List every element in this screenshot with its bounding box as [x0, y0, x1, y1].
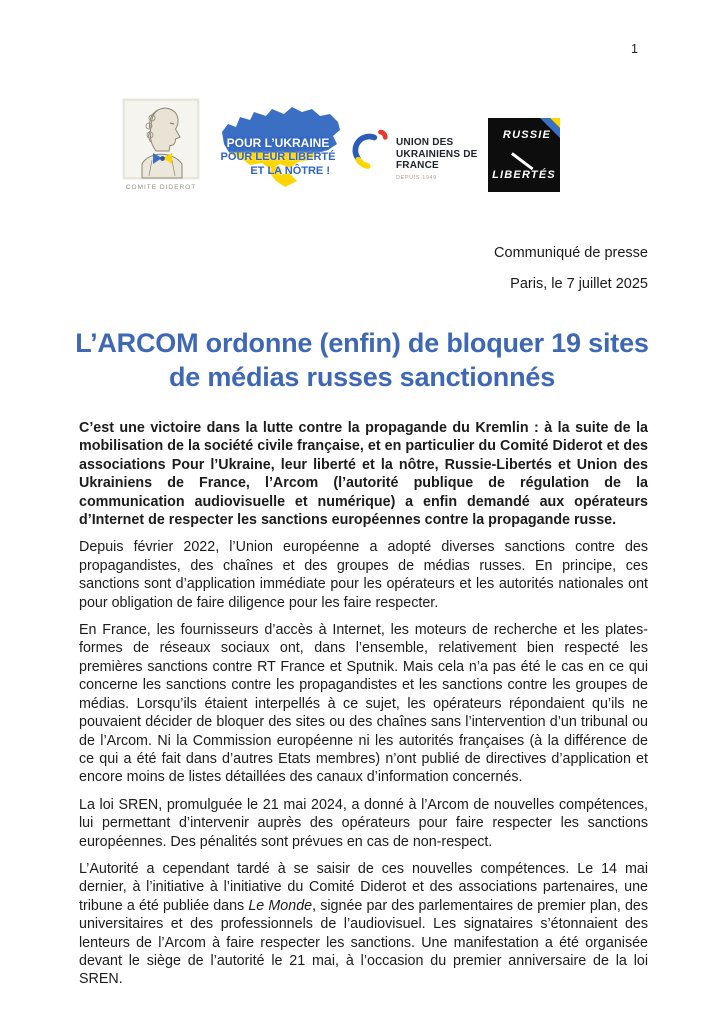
uduf-since-label: DEPUIS 1949	[396, 174, 437, 181]
uduf-line1: UNION DES	[396, 137, 454, 148]
uduf-line2: UKRAINIENS DE	[396, 148, 478, 160]
russie-label: RUSSIE	[502, 129, 552, 141]
uduf-wordmark	[396, 137, 478, 182]
ukraine-slogan-line1: POUR L’UKRAINE	[226, 136, 330, 150]
diderot-caption: COMITE DIDEROT	[125, 184, 197, 191]
diderot-portrait-icon	[122, 98, 200, 180]
paragraph-4: La loi SREN, promulguée le 21 mai 2024, a donné à l’Arcom de nouvelles compétences, lui permettant d’intervenir auprès des opérateurs pour faire respecter les sanctions européennes. Des pénalités sont prévues en cas de non-respect.	[79, 796, 648, 850]
press-release-body	[79, 419, 648, 998]
doc-type-label: Communiqué de presse	[494, 245, 648, 261]
paragraph-5	[79, 860, 648, 989]
uduf-arc-icon	[352, 125, 390, 182]
paragraph-3: En France, les fournisseurs d’accès à Internet, les moteurs de recherche et les plates-formes de réseaux sociaux ont, dans l’ensemble, relativement bien respecté les premières sanctions contre RT France et Sputnik. Mais cela n’a pas été le cas en ce qui concerne les sanctions contre les propagandistes et les sanctions contre les groupes de médias. Lorsqu’ils étaient interpellés à ce sujet, les opérateurs répondaient qu’ils ne pouvaient décider de bloquer des sites ou des chaînes sans l’intervention d’un tribunal ou de l’Arcom. Ni la Commission européenne ni les autorités françaises (à la différence de ce qui a été fait dans d’autres Etats membres) n’ont publié de directives d’application et encore moins de listes détaillées des canaux d’information concernés.	[79, 622, 648, 786]
dateline: Paris, le 7 juillet 2025	[510, 276, 648, 292]
ukraine-slogan-line2: POUR LEUR LIBERTÉ	[220, 151, 336, 163]
paragraph-5-after: , signée par des parlementaires de premier plan, des universitaires et des professionnels de l’audiovisuel. Les signataires s’étonnaient des lenteurs de l’Arcom à faire respecter les sanctions. Une manifestation a été organisée devant le siège de l’autorité le 21 mai, à l’occasion du premier anniversaire de la loi SREN.	[79, 897, 649, 988]
le-monde-italic: Le Monde	[248, 897, 313, 914]
ukraine-slogan-line3: ET LA NÔTRE !	[250, 165, 330, 177]
logo-union-des-ukrainiens-de-france	[352, 125, 478, 182]
logo-russie-libertes	[488, 118, 560, 192]
logo-comite-diderot	[118, 98, 204, 191]
paragraph-2: Depuis février 2022, l’Union européenne a adopté diverses sanctions contre des propagandistes, des chaînes et des groupes de médias russes. En principe, ces sanctions sont d’application immédiate pour les opérateurs et les autorités nationales ont pour obligation de faire diligence pour les faire respecter.	[79, 539, 648, 611]
uduf-line3: FRANCE	[396, 160, 439, 171]
lead-paragraph: C’est une victoire dans la lutte contre la propagande du Kremlin : à la suite de la mobilisation de la société civile française, et en particulier du Comité Diderot et des associations Pour l’Ukraine, leur liberté et la nôtre, Russie-Libertés et Union des Ukrainiens de France, l’Arcom (l’autorité publique de régulation de la communication audiovisuelle et numérique) a enfin demandé aux opérateurs d’Internet de respecter les sanctions européennes contre la propagande russe.	[79, 420, 648, 529]
paragraph-5-before: L’Autorité a cependant tardé à se saisir de ces nouvelles compétences. Le 14 mai dernier, à l’initiative à l’initiative du Comité Diderot et des associations partenaires, une tribune a été publiée dans	[79, 860, 648, 914]
libertes-label: LIBERTÉS	[492, 169, 556, 181]
press-release-title: L’ARCOM ordonne (enfin) de bloquer 19 sites de médias russes sanctionnés	[75, 328, 649, 392]
page-number: 1	[631, 42, 638, 56]
logo-pour-lukraine	[212, 102, 344, 199]
logo-row	[118, 98, 560, 199]
